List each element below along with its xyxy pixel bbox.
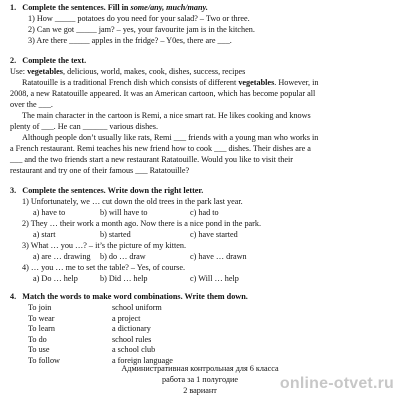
task1-item-1: 1) How _____ potatoes do you need for your salad? – Two or three. [28, 14, 250, 23]
task3-q3-option-c: c) have … drawn [190, 252, 247, 261]
task3-question-1: 1) Unfortunately, we … cut down the old trees in the park last year. [22, 197, 243, 206]
task2-paragraph1-line3: over the ___. [10, 100, 53, 109]
task1-header [10, 3, 208, 14]
task4-verb: To do [28, 334, 47, 344]
task4-number: 4. [10, 292, 17, 301]
task4-noun: a project [112, 313, 141, 323]
task2-paragraph3-line4: restaurant and try one of their famous ___ Ratatouille? [10, 166, 190, 175]
task2-word-bank [10, 67, 245, 78]
footer-line-3: 2 вариант [183, 386, 217, 395]
task3-q2-option-b: b) started [100, 230, 131, 239]
task4-noun: a foreign language [112, 355, 173, 365]
watermark-logo: online-otvet.ru [279, 375, 394, 392]
word-bank-words: , delicious, world, makes, cook, dishes, success, recipes [63, 67, 246, 76]
task4-header [10, 292, 248, 303]
task4-right-column [112, 303, 173, 367]
task1-number: 1. [10, 3, 17, 12]
task2-header [10, 56, 86, 67]
task4-title: Match the words to make word combinations. Write them down. [22, 292, 248, 301]
task1-title-emphasis: some/any, much/many. [130, 3, 208, 12]
task3-question-2: 2) They … their work a month ago. Now there is a nice pond in the park. [22, 219, 262, 228]
word-bank-example: vegetables [27, 67, 63, 76]
task2-paragraph3-line1: Although people don’t usually like rats, Remi ___ friends with a young man who works in [22, 133, 319, 142]
task3-q1-option-c: c) had to [190, 208, 219, 217]
task4-left-column [28, 303, 60, 367]
task2-paragraph2-line1: The main character in the cartoon is Remi, a nice smart rat. He likes cooking and knows [22, 111, 311, 120]
task3-question-3: 3) What … you …? – it’s the picture of my kitten. [22, 241, 187, 250]
task3-q3-option-a: a) are … drawing [33, 252, 91, 261]
footer-line-2: работа за 1 полугодие [161, 375, 239, 384]
task1-item-2: 2) Can we got _____ jam? – yes, your favourite jam is in the kitchen. [28, 25, 255, 34]
task3-q4-option-c: c) Will … help [190, 274, 239, 283]
task4-verb: To learn [28, 324, 55, 334]
task3-header [10, 186, 203, 197]
task4-noun: school rules [112, 334, 152, 344]
footer-line-1: Административная контрольная для 6 класса [121, 364, 279, 373]
task1-item-3: 3) Are there _____ apples in the fridge? – Y0es, there are ___. [28, 36, 232, 45]
text-example-word: vegetables [238, 78, 275, 87]
task4-verb: To follow [28, 355, 60, 365]
task4-noun: a school club [112, 345, 156, 355]
task3-question-4: 4) … you … me to set the table? – Yes, of course. [22, 263, 186, 272]
task3-number: 3. [10, 186, 17, 195]
text-fragment: . However, in [274, 78, 319, 87]
task3-q2-option-a: a) start [33, 230, 56, 239]
task3-title: Complete the sentences. Write down the right letter. [22, 186, 204, 195]
task2-paragraph1-line2: 2008, a new Ratatouille appeared. It was an American cartoon, which has become popular all [10, 89, 316, 98]
task4-verb: To wear [28, 313, 55, 323]
task4-noun: school uniform [112, 303, 162, 312]
task2-paragraph1-line1 [22, 78, 319, 89]
task2-paragraph3-line3: ___ and the two friends start a new restaurant Ratatouille. Would you like to visit their [10, 155, 293, 164]
task3-q4-option-a: a) Do … help [33, 274, 78, 283]
word-bank-label: Use: [10, 67, 28, 76]
task1-title: Complete the sentences. Fill in [22, 3, 131, 12]
task2-paragraph2-line2: plenty of ___. He can ______ various dishes. [10, 122, 159, 131]
task2-number: 2. [10, 56, 17, 65]
task3-q4-option-b: b) Did … help [100, 274, 148, 283]
task3-q1-option-b: b) will have to [100, 208, 148, 217]
task3-q1-option-a: a) have to [33, 208, 66, 217]
text-fragment: Ratatouille is a traditional French dish which consists of different [22, 78, 239, 87]
task3-q3-option-b: b) do … draw [100, 252, 146, 261]
task4-verb: To join [28, 303, 52, 312]
task2-paragraph3-line2: a French restaurant. Remi teaches his new friend how to cook ___ dishes. Their dishes are a [10, 144, 311, 153]
task4-noun: a dictionary [112, 324, 151, 334]
task4-verb: To use [28, 345, 50, 355]
task3-q2-option-c: c) have started [190, 230, 238, 239]
task2-title: Complete the text. [22, 56, 87, 65]
